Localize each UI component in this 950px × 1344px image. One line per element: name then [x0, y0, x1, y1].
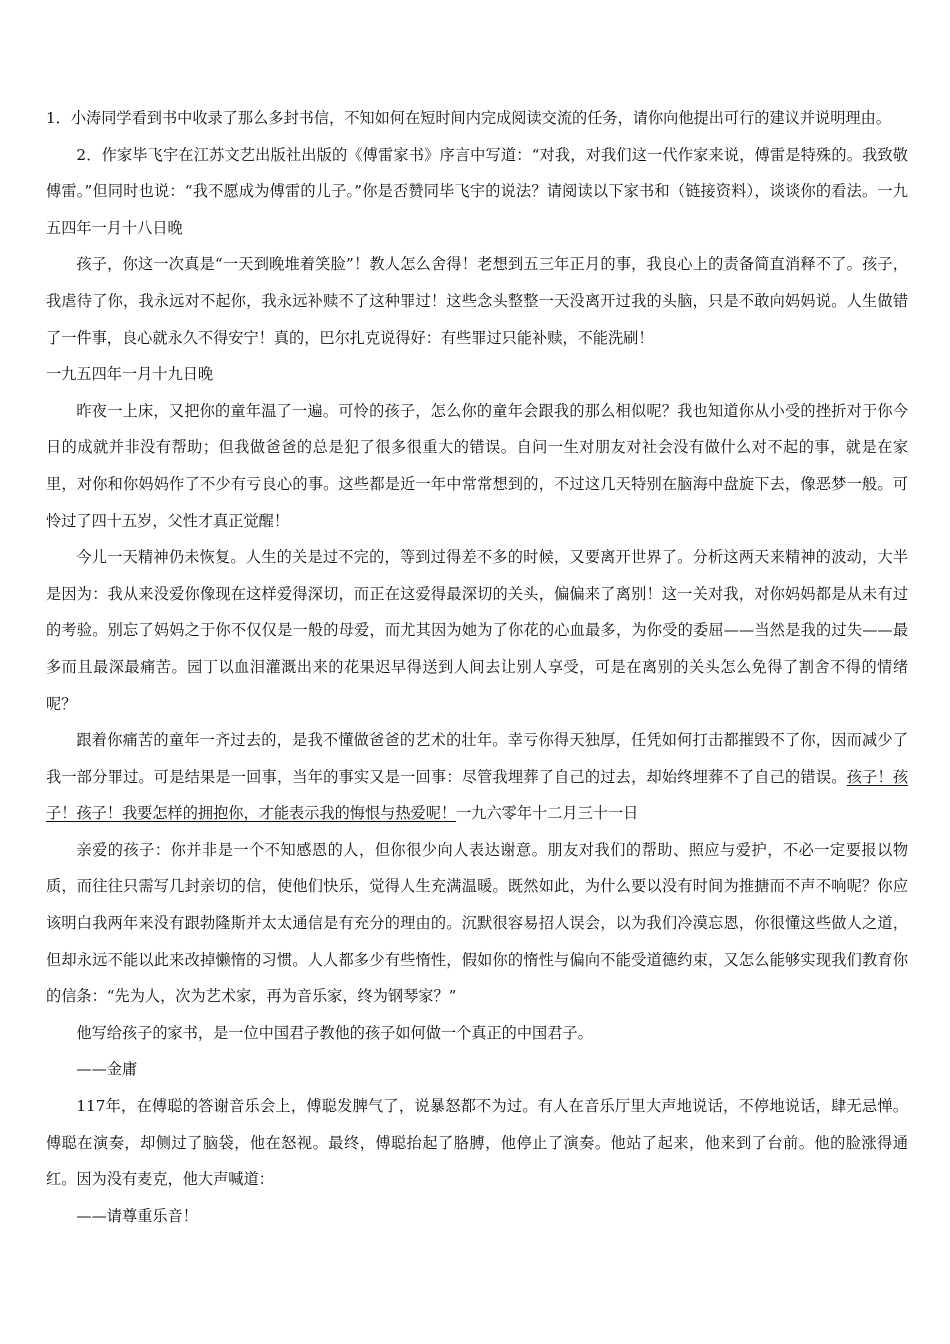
letter-paragraph-text: 跟着你痛苦的童年一齐过去的，是我不懂做爸爸的艺术的壮年。幸亏你得天独厚，任凭如何打击都摧毁不了你，因而减少了我一部分罪过。可是结果是一回事，当年的事实又是一回事：尽管我埋葬了自己的过去，却始终埋葬不了自己的错误。 [46, 731, 908, 786]
document-page [46, 100, 908, 1234]
link-quote: 他写给孩子的家书，是一位中国君子教他的孩子如何做一个真正的中国君子。 [76, 1023, 593, 1042]
link-author: ——金庸 [76, 1060, 138, 1079]
link-story: 117年，在傅聪的答谢音乐会上，傅聪发脾气了，说暴怒都不为过。有人在音乐厅里大声地说话，不停地说话，肆无忌惮。傅聪在演奏，却侧过了脑袋，他在怒视。最终，傅聪抬起了胳膊，他停止了演奏。他站了起来，他来到了台前。他的脸涨得通红。因为没有麦克，他大声喊道： [46, 1097, 908, 1189]
letter-paragraph: 今儿一天精神仍未恢复。人生的关是过不完的，等到过得差不多的时候，又要离开世界了。分析这两天来精神的波动，大半是因为：我从来没爱你像现在这样爱得深切，而正在这爱得最深切的关头，偏偏来了离别！这一关对我，对你妈妈都是从未有过的考验。别忘了妈妈之于你不仅仅是一般的母爱，而尤其因为她为了你花的心血最多，为你受的委屈——当然是我的过失——最多而且最深最痛苦。园丁以血泪灌溉出来的花果迟早得送到人间去让别人享受，可是在离别的关头怎么免得了割舍不得的情绪呢？ [46, 548, 908, 713]
link-shout: ——请尊重乐音！ [76, 1206, 198, 1225]
letter-date: 一九六零年十二月三十一日 [456, 804, 639, 823]
letter-paragraph [46, 722, 908, 832]
question-2: 2．作家毕飞宇在江苏文艺出版社出版的《傅雷家书》序言中写道：“对我，对我们这一代作家来说，傅雷是特殊的。我致敬傅雷。”但同时也说：“我不愿成为傅雷的儿子。”你是否赞同毕飞宇的说法？请阅读以下家书和（链接资料），谈谈你的看法。一九五四年一月十八日晚 [46, 145, 908, 237]
question-1: 1．小涛同学看到书中收录了那么多封书信，不知如何在短时间内完成阅读交流的任务，请你向他提出可行的建议并说明理由。 [46, 109, 891, 127]
underlined-sentence: 孩子！孩子！孩子！我要怎样的拥抱你，才能表示我的悔恨与热爱呢！ [46, 767, 909, 823]
letter-paragraph: 孩子，你这一次真是“一天到晚堆着笑脸”！教人怎么舍得！老想到五三年正月的事，我良心上的责备简直消释不了。孩子，我虐待了你，我永远对不起你，我永远补赎不了这种罪过！这些念头整整一天没离开过我的头脑，只是不敢向妈妈说。人生做错了一件事，良心就永久不得安宁！真的，巴尔扎克说得好：有些罪过只能补赎，不能洗刷！ [46, 255, 908, 347]
letter-date: 一九五四年一月十九日晚 [46, 365, 214, 384]
letter-paragraph: 昨夜一上床，又把你的童年温了一遍。可怜的孩子，怎么你的童年会跟我的那么相似呢？我也知道你从小受的挫折对于你今日的成就并非没有帮助；但我做爸爸的总是犯了很多很重大的错误。自问一生对朋友对社会没有做什么对不起的事，就是在家里，对你和你妈妈作了不少有亏良心的事。这些都是近一年中常常想到的，不过这几天特别在脑海中盘旋下去，像恶梦一般。可怜过了四十五岁，父性才真正觉醒！ [46, 401, 908, 530]
letter-paragraph: 亲爱的孩子：你并非是一个不知感恩的人，但你很少向人表达谢意。朋友对我们的帮助、照应与爱护，不必一定要报以物质，而往往只需写几封亲切的信，使他们快乐，觉得人生充满温暖。既然如此，为什么要以没有时间为推搪而不声不响呢？你应该明白我两年来没有跟勃隆斯并太太通信是有充分的理由的。沉默很容易招人误会，以为我们冷漠忘恩，你很懂这些做人之道，但却永远不能以此来改掉懒惰的习惯。人人都多少有些惰性，假如你的惰性与偏向不能受道德约束，又怎么能够实现我们教育你的信条：“先为人，次为艺术家，再为音乐家，终为钢琴家？” [46, 840, 908, 1006]
